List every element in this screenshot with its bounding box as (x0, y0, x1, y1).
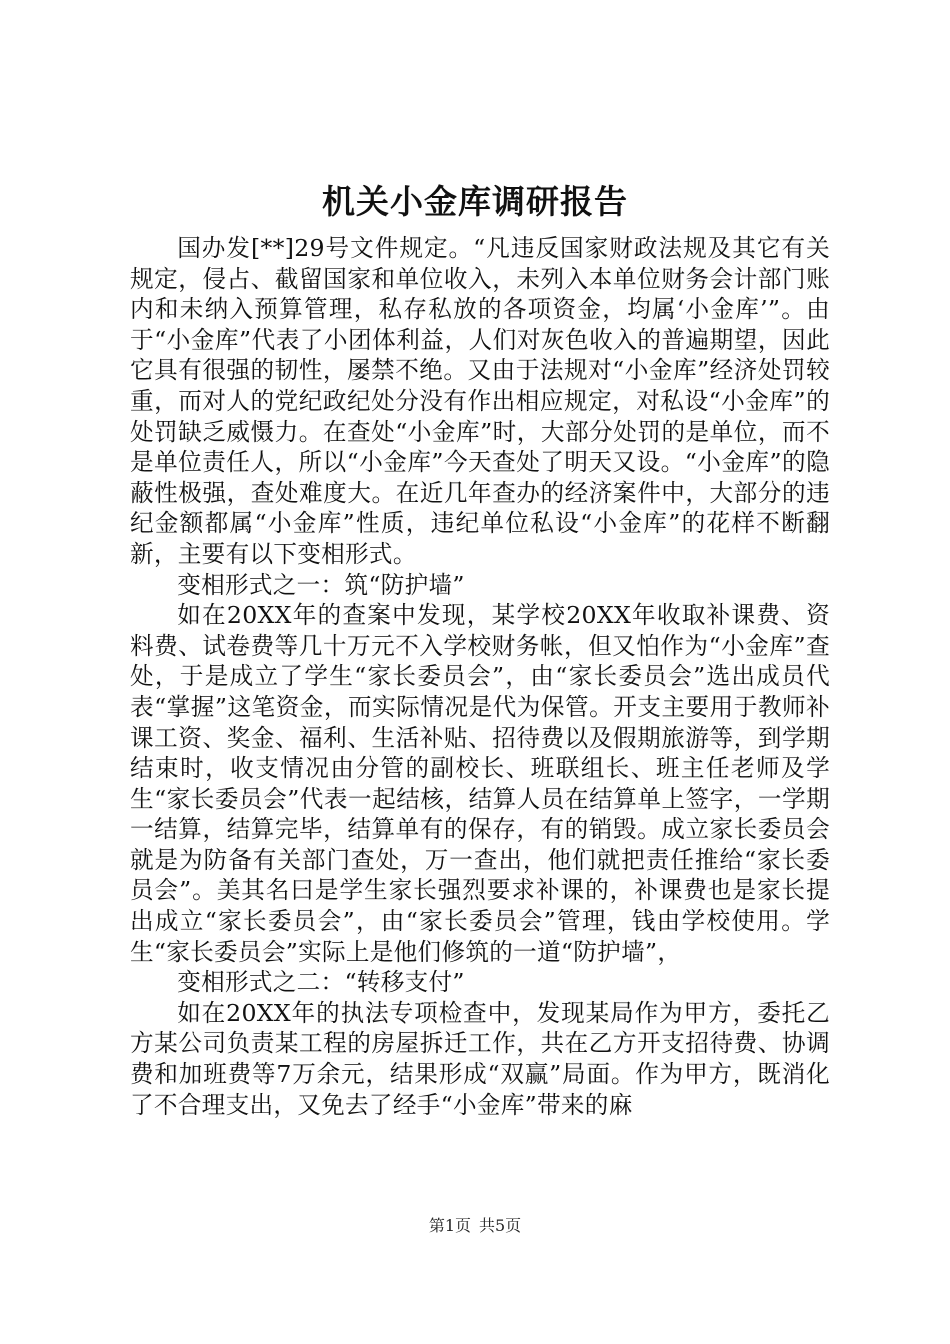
page-number: 第1页 (428, 1216, 471, 1235)
page-footer (0, 1215, 950, 1237)
paragraph: 如在20XX年的查案中发现，某学校20XX年收取补课费、资料费、试卷费等几十万元不入学校财务帐，但又怕作为“小金库”查处，于是成立了学生“家长委员会”，由“家长委员会”选出成员代表“掌握”这笔资金，而实际情况是代为保管。开支主要用于教师补课工资、奖金、福利、生活补贴、招待费以及假期旅游等，到学期结束时，收支情况由分管的副校长、班联组长、班主任老师及学生“家长委员会”代表一起结核，结算人员在结算单上签字，一学期一结算，结算完毕，结算单有的保存，有的销毁。成立家长委员会就是为防备有关部门查处，万一查出，他们就把责任推给“家长委员会”。美其名曰是学生家长强烈要求补课的，补课费也是家长提出成立“家长委员会”，由“家长委员会”管理，钱由学校使用。学生“家长委员会”实际上是他们修筑的一道“防护墙”， (130, 601, 830, 966)
section-heading: 变相形式之二：“转移支付” (177, 968, 465, 997)
document-body (130, 233, 830, 1120)
paragraph: 国办发[**]29号文件规定。“凡违反国家财政法规及其它有关规定，侵占、截留国家和单位收入，未列入本单位财务会计部门账内和未纳入预算管理，私存私放的各项资金，均属‘小金库’”。由于“小金库”代表了小团体利益，人们对灰色收入的普遍期望，因此它具有很强的韧性，屡禁不绝。又由于法规对“小金库”经济处罚较重，而对人的党纪政纪处分没有作出相应规定，对私设“小金库”的处罚缺乏威慑力。在查处“小金库”时，大部分处罚的是单位，而不是单位责任人，所以“小金库”今天查处了明天又设。“小金库”的隐蔽性极强，查处难度大。在近几年查办的经济案件中，大部分的违纪金额都属“小金库”性质，违纪单位私设“小金库”的花样不断翻新，主要有以下变相形式。 (130, 234, 830, 568)
page-total: 共5页 (479, 1216, 522, 1235)
document-title: 机关小金库调研报告 (322, 182, 628, 221)
paragraph: 如在20XX年的执法专项检查中，发现某局作为甲方，委托乙方某公司负责某工程的房屋拆迁工作，共在乙方开支招待费、协调费和加班费等7万余元，结果形成“双赢”局面。作为甲方，既消化了不合理支出，又免去了经手“小金库”带来的麻 (130, 998, 830, 1119)
section-heading: 变相形式之一：筑“防护墙” (177, 570, 465, 599)
